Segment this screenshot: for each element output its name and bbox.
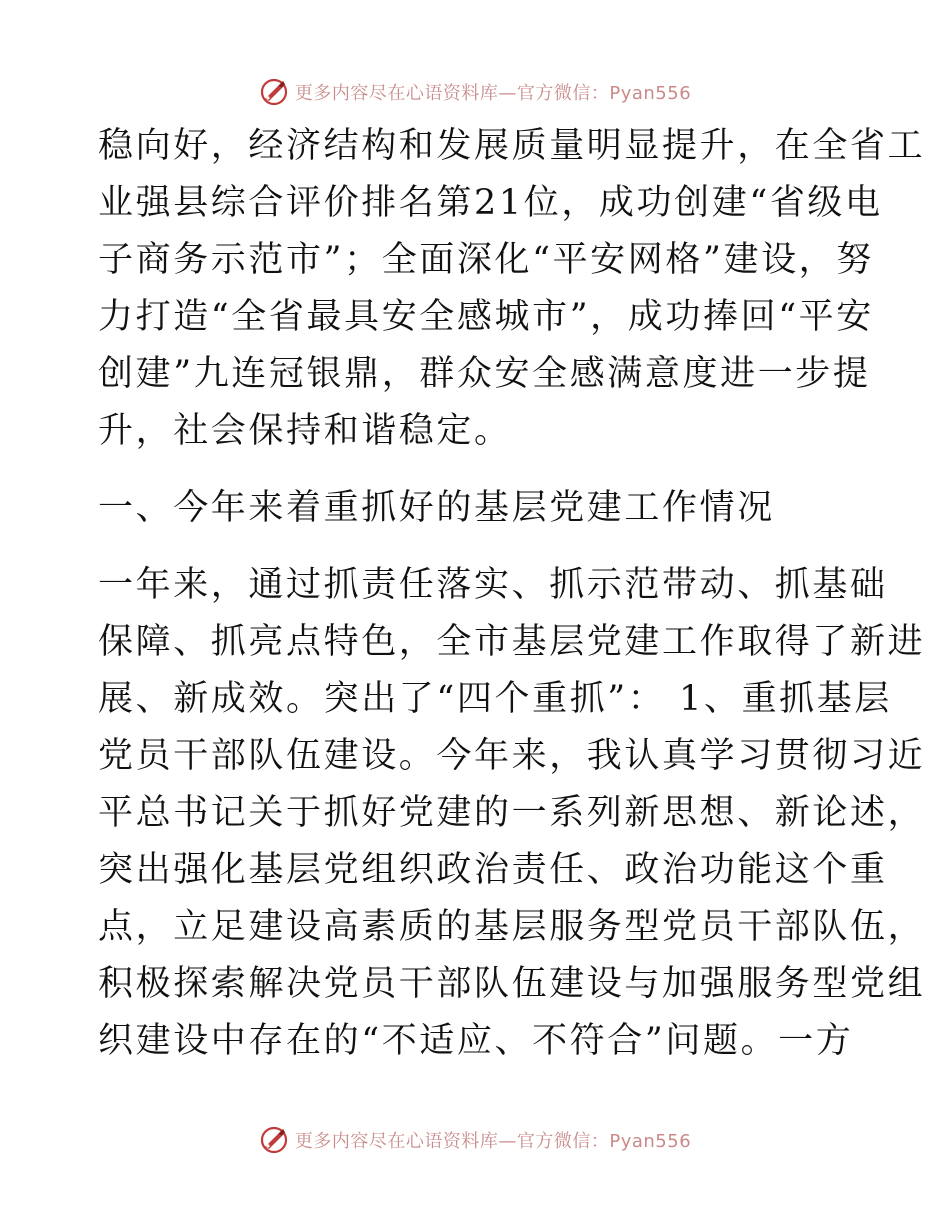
paragraph-line: 一年来，通过抓责任落实、抓示范带动、抓基础 bbox=[98, 565, 888, 605]
paragraph-line: 突出强化基层党组织政治责任、政治功能这个重 bbox=[98, 850, 888, 890]
watermark-text: 更多内容尽在心语资料库—官方微信：Pyan556 bbox=[294, 83, 692, 104]
paragraph-line: 平总书记关于抓好党建的一系列新思想、新论述， bbox=[98, 793, 926, 833]
paragraph-gap bbox=[98, 537, 858, 557]
watermark-footer bbox=[0, 1120, 950, 1160]
paragraph-line: 积极探索解决党员干部队伍建设与加强服务型党组 bbox=[98, 964, 926, 1004]
paragraph-line: 稳向好，经济结构和发展质量明显提升，在全省工 bbox=[98, 126, 926, 166]
paragraph-line: 升，社会保持和谐稳定。 bbox=[98, 411, 512, 451]
paragraph-line: 织建设中存在的“不适应、不符合”问题。一方 bbox=[98, 1021, 854, 1061]
paragraph-line: 党员干部队伍建设。今年来，我认真学习贯彻习近 bbox=[98, 736, 926, 776]
paragraph-gap bbox=[98, 460, 858, 480]
paragraph-line: 业强县综合评价排名第21位，成功创建“省级电 bbox=[98, 183, 883, 223]
document-body bbox=[98, 118, 926, 1070]
paragraph-line: 保障、抓亮点特色，全市基层党建工作取得了新进 bbox=[98, 622, 926, 662]
paragraph-line: 力打造“全省最具安全感城市”，成功捧回“平安 bbox=[98, 297, 874, 337]
paragraph-line: 创建”九连冠银鼎，群众安全感满意度进一步提 bbox=[98, 354, 871, 394]
watermark-header bbox=[0, 72, 950, 112]
paragraph-line: 点，立足建设高素质的基层服务型党员干部队伍， bbox=[98, 907, 926, 947]
paragraph-line: 子商务示范市”；全面深化“平安网格”建设，努 bbox=[98, 240, 874, 280]
section-heading: 一、今年来着重抓好的基层党建工作情况 bbox=[98, 488, 775, 528]
pen-logo-icon bbox=[259, 1125, 289, 1155]
paragraph-line: 展、新成效。突出了“四个重抓”： 1、重抓基层 bbox=[98, 679, 892, 719]
pen-logo-icon bbox=[259, 77, 289, 107]
watermark-text: 更多内容尽在心语资料库—官方微信：Pyan556 bbox=[294, 1131, 692, 1152]
